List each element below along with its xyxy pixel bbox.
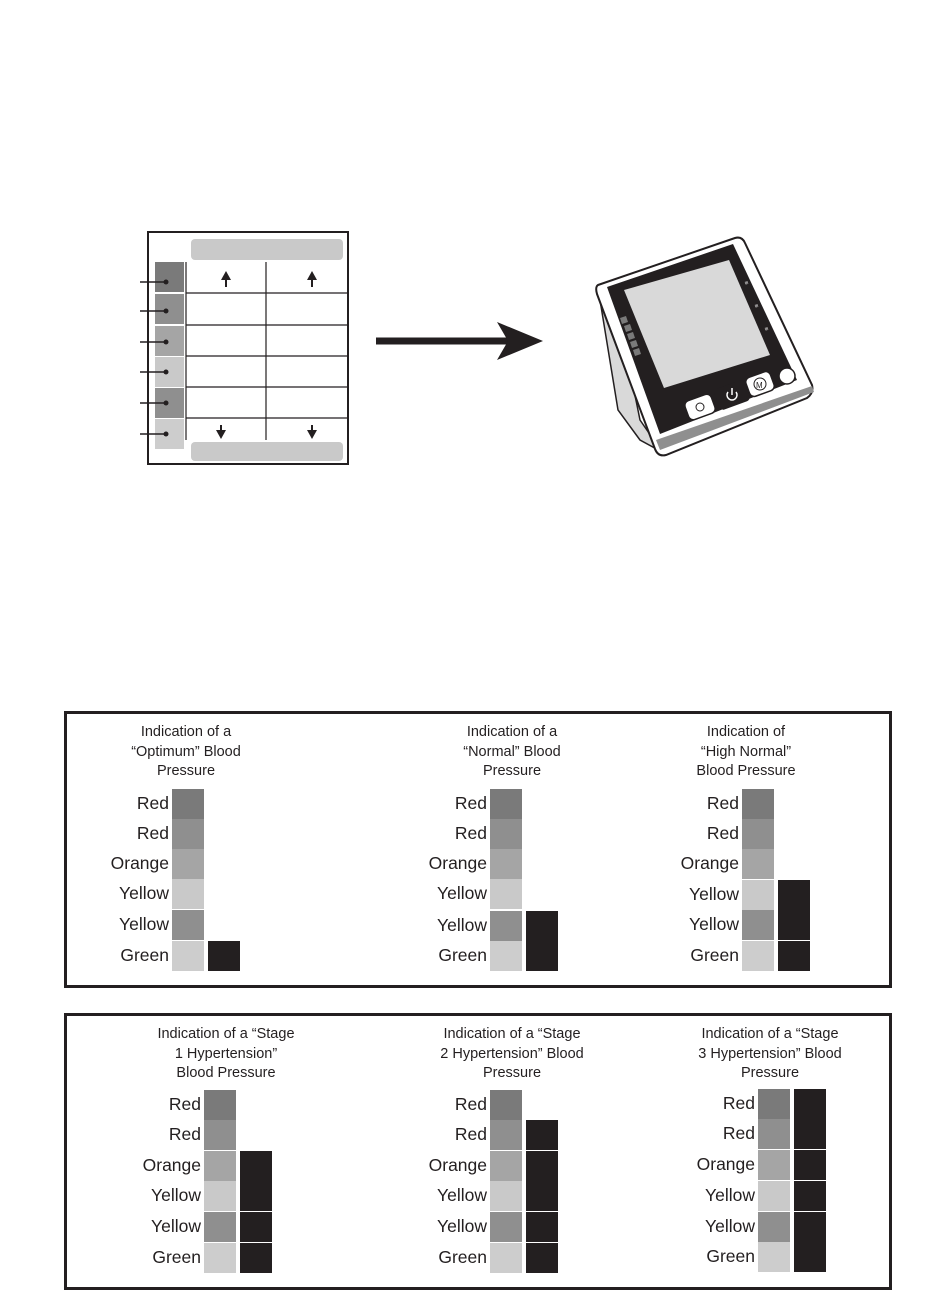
- indicator-light: [794, 1242, 826, 1272]
- color-label: Red: [168, 1124, 201, 1144]
- color-swatch: [490, 941, 522, 971]
- row-label: [397, 1090, 487, 1120]
- row-label: [665, 1242, 755, 1272]
- row-label: [79, 941, 169, 971]
- svg-text:≡: ≡: [742, 280, 750, 287]
- indicator-light: [794, 1150, 826, 1180]
- row-label: [649, 849, 739, 879]
- row-label: [111, 1090, 201, 1120]
- color-label: Green: [690, 945, 739, 965]
- row-label: [79, 789, 169, 819]
- color-label: Red: [706, 823, 739, 843]
- color-swatch: [490, 1243, 522, 1273]
- color-swatch: [490, 819, 522, 849]
- indicator-light: [526, 1151, 558, 1181]
- row-label: [649, 819, 739, 849]
- row-label: [397, 879, 487, 909]
- color-swatch: [490, 849, 522, 879]
- color-swatch: [172, 941, 204, 971]
- color-swatch: [758, 1181, 790, 1211]
- color-swatch: [204, 1181, 236, 1211]
- color-label: Yellow: [437, 915, 487, 935]
- color-label: Red: [722, 1123, 755, 1143]
- color-label: Red: [136, 793, 169, 813]
- row-label: [79, 879, 169, 909]
- color-label: Yellow: [437, 883, 487, 903]
- row-label: [79, 819, 169, 849]
- indicator-light: [794, 1119, 826, 1149]
- color-label: Orange: [680, 853, 739, 873]
- row-label: [79, 849, 169, 879]
- indicator-light: [526, 911, 558, 941]
- indicator-light: [778, 910, 810, 940]
- color-swatch: [742, 789, 774, 819]
- color-label: Yellow: [151, 1216, 201, 1236]
- color-swatch: [490, 1090, 522, 1120]
- color-swatch: [172, 819, 204, 849]
- indicator-light: [778, 880, 810, 910]
- color-swatch: [742, 880, 774, 910]
- row-label: [649, 789, 739, 819]
- indicator-light: [794, 1212, 826, 1242]
- row-label: [649, 880, 739, 910]
- color-swatch: [758, 1119, 790, 1149]
- user-button-icon: [779, 368, 795, 384]
- color-label: Yellow: [119, 883, 169, 903]
- indicator-light: [208, 941, 240, 971]
- color-label: Yellow: [689, 884, 739, 904]
- color-swatch: [172, 910, 204, 940]
- color-swatch: [204, 1212, 236, 1242]
- indicator-light: [778, 941, 810, 971]
- color-swatch: [490, 1120, 522, 1150]
- color-swatch: [204, 1243, 236, 1273]
- row-label: [649, 910, 739, 940]
- color-label: Orange: [142, 1155, 201, 1175]
- color-swatch: [490, 911, 522, 941]
- color-swatch: [172, 789, 204, 819]
- color-swatch: [490, 1151, 522, 1181]
- color-swatch: [204, 1151, 236, 1181]
- color-swatch: [758, 1150, 790, 1180]
- group-title: Indication of a “Stage 3 Hypertension” Blood Pressure: [698, 1026, 842, 1081]
- color-label: Yellow: [437, 1216, 487, 1236]
- indicator-light: [526, 1212, 558, 1242]
- row-label: [111, 1243, 201, 1273]
- color-label: Yellow: [151, 1185, 201, 1205]
- color-label: Yellow: [119, 914, 169, 934]
- group-title: Indication of a “Normal” Blood Pressure: [463, 724, 561, 779]
- row-label: [111, 1120, 201, 1150]
- svg-text:≡: ≡: [752, 303, 760, 310]
- indicator-light: [240, 1243, 272, 1273]
- color-label: Orange: [110, 853, 169, 873]
- color-label: Yellow: [689, 914, 739, 934]
- row-label: [79, 910, 169, 940]
- color-swatch: [758, 1212, 790, 1242]
- row-label: [397, 911, 487, 941]
- row-label: [397, 941, 487, 971]
- color-swatch: [758, 1242, 790, 1272]
- row-label: [665, 1089, 755, 1119]
- color-swatch: [758, 1089, 790, 1119]
- color-label: Yellow: [437, 1185, 487, 1205]
- color-label: Orange: [428, 853, 487, 873]
- indicator-light: [794, 1089, 826, 1119]
- row-label: [397, 1151, 487, 1181]
- indicator-light: [240, 1181, 272, 1211]
- color-label: Red: [454, 793, 487, 813]
- classification-table: [140, 232, 348, 464]
- svg-text:M: M: [756, 381, 763, 390]
- row-label: [397, 789, 487, 819]
- row-label: [111, 1212, 201, 1242]
- color-label: Red: [722, 1093, 755, 1113]
- row-label: [111, 1181, 201, 1211]
- color-label: Green: [120, 945, 169, 965]
- blood-pressure-monitor: [596, 238, 814, 456]
- color-label: Red: [454, 823, 487, 843]
- indicator-light: [240, 1151, 272, 1181]
- color-label: Green: [152, 1247, 201, 1267]
- group-title: Indication of a “Optimum” Blood Pressure: [131, 724, 241, 779]
- indicator-light: [526, 1120, 558, 1150]
- color-swatch: [204, 1120, 236, 1150]
- color-swatch: [742, 910, 774, 940]
- color-label: Red: [706, 793, 739, 813]
- indicator-light: [526, 1243, 558, 1273]
- indicator-light: [240, 1212, 272, 1242]
- row-label: [665, 1212, 755, 1242]
- row-label: [397, 819, 487, 849]
- color-label: Green: [438, 1247, 487, 1267]
- color-label: Green: [438, 945, 487, 965]
- color-swatch: [172, 849, 204, 879]
- color-swatch: [204, 1090, 236, 1120]
- color-swatch: [742, 941, 774, 971]
- group-title: Indication of “High Normal” Blood Pressure: [696, 724, 796, 779]
- color-label: Yellow: [705, 1185, 755, 1205]
- indicator-light: [526, 941, 558, 971]
- color-swatch: [490, 1212, 522, 1242]
- classification-illustration: [0, 0, 950, 520]
- color-label: Orange: [696, 1154, 755, 1174]
- color-swatch: [172, 879, 204, 909]
- color-label: Orange: [428, 1155, 487, 1175]
- row-label: [665, 1181, 755, 1211]
- color-label: Red: [454, 1124, 487, 1144]
- color-swatch: [490, 1181, 522, 1211]
- row-label: [397, 1243, 487, 1273]
- color-label: Red: [168, 1094, 201, 1114]
- row-label: [397, 1212, 487, 1242]
- row-label: [649, 941, 739, 971]
- color-swatch: [490, 789, 522, 819]
- group-title: Indication of a “Stage 2 Hypertension” Blood Pressure: [440, 1026, 584, 1081]
- row-label: [665, 1150, 755, 1180]
- row-label: [397, 1120, 487, 1150]
- color-label: Red: [454, 1094, 487, 1114]
- indicator-light: [794, 1181, 826, 1211]
- color-label: Green: [706, 1246, 755, 1266]
- color-label: Yellow: [705, 1216, 755, 1236]
- color-swatch: [742, 849, 774, 879]
- row-label: [397, 849, 487, 879]
- svg-text:≡: ≡: [762, 326, 770, 333]
- right-arrow-icon: [376, 322, 543, 360]
- indicator-light: [526, 1181, 558, 1211]
- row-label: [111, 1151, 201, 1181]
- row-label: [665, 1119, 755, 1149]
- group-title: Indication of a “Stage 1 Hypertension” Blood Pressure: [157, 1026, 295, 1081]
- color-swatch: [742, 819, 774, 849]
- color-label: Red: [136, 823, 169, 843]
- row-label: [397, 1181, 487, 1211]
- color-swatch: [490, 879, 522, 909]
